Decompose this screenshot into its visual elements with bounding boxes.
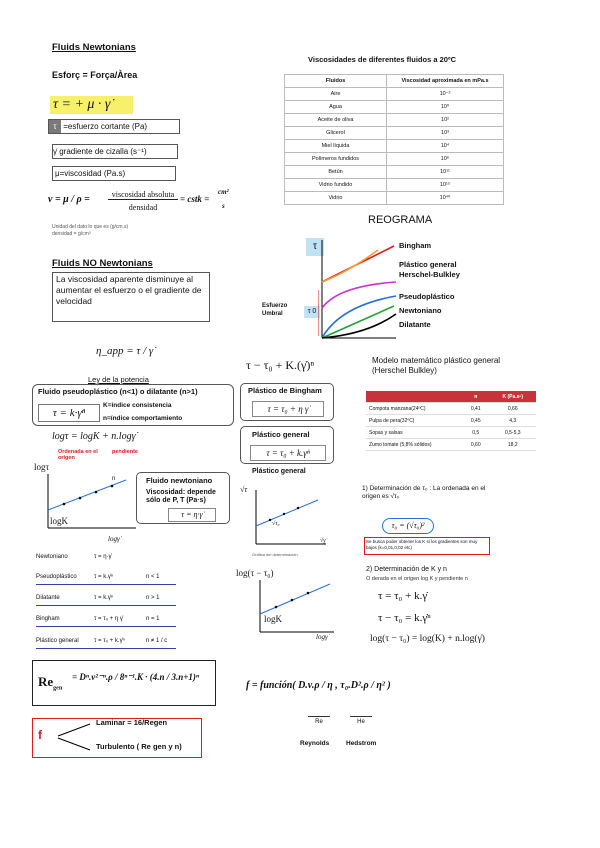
model-condition: n > 1 (146, 595, 160, 601)
units-note-1: Unidad del dato lo que es (g/cm.s) (52, 224, 129, 230)
sqrt-gamma-label: √γ̇ (320, 538, 326, 544)
log-plot-left-point (63, 503, 66, 506)
visc-value-cell: 10⁻² (387, 88, 504, 101)
model-name: Bingham (36, 616, 60, 622)
log-k-mid-label: logK (264, 614, 282, 624)
hb-product-cell: Zumo tomate (5,8% sólidos) (366, 439, 462, 451)
n-index-def: n=índice comportamiento (103, 415, 183, 422)
sqrt-plot-point (297, 507, 299, 509)
reograma-umbral: Umbral (262, 311, 283, 317)
visc-table-row (285, 88, 504, 101)
model-name: Pseudoplástico (36, 574, 77, 580)
visc-value-cell: 10¹¹ (387, 166, 504, 179)
step2-eq-c: log(τ − τ₀) = log(K) + n.log(γ̇) (370, 634, 485, 644)
hb-table-row (366, 439, 536, 451)
hb-k-cell: 4,3 (489, 415, 536, 427)
reograma-label-dilatant: Dilatante (399, 320, 431, 329)
nu-formula-rhs: = cstk = (180, 194, 210, 204)
re-symbol: Re (38, 674, 54, 689)
model-row (36, 572, 176, 585)
power-law-formula: τ = k·γ̇ⁿ (38, 404, 100, 422)
visc-fluid-cell: Aire (285, 88, 387, 101)
mu-definition-box: μ=viscosidad (Pa.s) (52, 166, 176, 181)
laminar-label: Laminar = 16/Regen (96, 718, 168, 727)
tau-symbol: τ (49, 120, 61, 133)
step2-eq-a: τ = τ₀ + k.γ̇ (378, 590, 428, 602)
model-condition: n = 1 (146, 616, 160, 622)
hb-table-row (366, 403, 536, 415)
nu-units-denominator: s (222, 202, 225, 210)
hb-product-cell: Compota manzana(24ºC) (366, 403, 462, 415)
tau-newton-formula: τ = + μ · γ̇ (50, 96, 133, 114)
model-equation: τ = η·γ̇ (94, 554, 112, 560)
log-plot-left-line (48, 480, 126, 510)
log-plot-mid-point (307, 592, 310, 595)
log-tau-axis-label: logτ (34, 462, 50, 472)
sqrt-plot-caption: Gráfica del determinación (252, 552, 298, 557)
log-k-label: logK (50, 516, 68, 526)
pendiente-label: pendiente (112, 449, 138, 455)
nu-units-numerator: cm² (218, 188, 229, 196)
step1-text: 1) Determinación de τ₀ : La ordenada en el origen es √τ₀ (362, 485, 486, 500)
visc-value-cell: 10⁶ (387, 153, 504, 166)
visc-value-cell: 10³ (387, 127, 504, 140)
model-equation: τ = k.γ̇ⁿ (94, 595, 114, 601)
hb-table-row (366, 427, 536, 439)
model-condition: n ≠ 1 / c (146, 638, 168, 644)
visc-fluid-cell: Agua (285, 101, 387, 114)
arrow-laminar (58, 724, 90, 736)
log-gamma-label: logγ̇ (108, 535, 120, 543)
sqrt-plot (248, 488, 328, 550)
nu-formula-lhs: ν = μ / ρ = (48, 194, 90, 205)
log-plot-left-point (111, 485, 114, 488)
units-note-2: densidad = g/cm³ (52, 231, 91, 237)
newtonian-equation: τ = η·γ̇ (168, 508, 216, 522)
log-plot-mid-line (260, 584, 330, 614)
model-equation: τ = τ₀ + k.γ̇ⁿ (94, 638, 125, 644)
hb-product-cell: Pulpa de pera(32ºC) (366, 415, 462, 427)
model-name: Plástico general (36, 638, 79, 644)
log-gamma-mid-label: logγ̇ (316, 633, 328, 641)
hb-n-cell: 0,60 (462, 439, 489, 451)
pseudoplastic-title: Fluido pseudoplástico (n<1) o dilatante (n>1) (38, 387, 198, 396)
visc-table-row (285, 153, 504, 166)
log-power-equation: logτ = logK + n.logγ̇ (52, 431, 136, 442)
visc-value-cell: 10² (387, 114, 504, 127)
hb-col-product (366, 391, 462, 403)
he-under-label: He (350, 716, 372, 725)
k-index-def: K=índice consistencia (103, 402, 172, 409)
re-under-label: Re (308, 716, 330, 725)
hb-table-header (366, 391, 536, 403)
sqrt-tau0-label: √τ₀ (272, 521, 280, 527)
visc-fluid-cell: Vidrio fundido (285, 179, 387, 192)
re-subscript: gen (53, 685, 63, 692)
reograma-label-pseudo: Pseudoplástico (399, 292, 455, 301)
hb-n-cell: 0,5 (462, 427, 489, 439)
step1-note: Se busca poder obtener los K si los gradientes son muy bajos (k=0,01,0,02 etc) (364, 537, 490, 555)
section-title-newtonians: Fluids Newtonians (52, 42, 136, 53)
model-name: Dilatante (36, 595, 60, 601)
step1-equation: τ₀ = (√τ₀)² (382, 518, 434, 534)
visc-table-row (285, 192, 504, 205)
hb-model-title: Modelo matemático plástico general (Herschel Bulkley) (372, 356, 501, 375)
nu-formula-denominator: densidad (128, 203, 158, 212)
model-row (36, 593, 176, 606)
ley-potencia: Ley de la potencia (88, 375, 149, 384)
tau-definition-box (48, 119, 180, 134)
visc-fluid-cell: Polímeros fundidos (285, 153, 387, 166)
hb-table-row (366, 415, 536, 427)
step2-subtitle: O derada en el origen log K y pendiente n (366, 576, 468, 582)
visc-fluid-cell: Glicerol (285, 127, 387, 140)
reynolds-label: Reynolds (300, 740, 330, 747)
tau-definition-text: =esfuerzo cortante (Pa) (63, 122, 148, 131)
curve-herschel (322, 282, 396, 308)
arrow-turbulent (58, 738, 90, 750)
esforc-definition: Esforç = Força/Àrea (52, 70, 138, 80)
regime-arrows (56, 720, 96, 754)
gamma-definition-text: gradiente de cizalla (s⁻¹) (59, 147, 147, 156)
apparent-viscosity-box: La viscosidad aparente disminuye al aumentar el esfuerzo o el gradiente de velocidad (52, 272, 210, 322)
model-condition: n < 1 (146, 574, 160, 580)
reograma-tau-label: τ (306, 238, 324, 256)
reograma-label-newtonian: Newtoniano (399, 306, 442, 315)
hb-k-cell: 0,5-5,3 (489, 427, 536, 439)
log-plot-mid-point (291, 599, 294, 602)
visc-value-cell: 10⁴⁰ (387, 192, 504, 205)
plastic-general-caption: Plástico general (252, 468, 306, 475)
visc-fluid-cell: Aceite de oliva (285, 114, 387, 127)
hb-n-cell: 0,41 (462, 403, 489, 415)
section-title-non-newtonians: Fluids NO Newtonians (52, 258, 153, 269)
friction-function: f = función( D.v.ρ / η , τ₀.D².ρ / η² ) (246, 680, 391, 691)
visc-table-row (285, 140, 504, 153)
hedstrom-label: Hedstrom (346, 740, 377, 747)
model-row (36, 552, 176, 564)
hb-k-cell: 0,66 (489, 403, 536, 415)
reograma-esfuerzo: Esfuerzo (262, 303, 288, 309)
curve-dilatant (322, 314, 396, 338)
plastic-general-equation: τ = τ₀ + k.γ̇ⁿ (250, 445, 326, 461)
visc-value-cell: 10⁰ (387, 101, 504, 114)
nu-formula-numerator: viscosidad absoluta (108, 190, 178, 200)
herschel-bulkley-equation: τ − τ₀ + K.(γ̇)ⁿ (246, 358, 315, 372)
re-gen-lhs (38, 674, 62, 692)
newtonian-desc: Viscosidad: depende sólo de P, T (Pa·s) (146, 489, 216, 504)
reograma-label-bingham: Bingham (399, 241, 432, 250)
hb-k-cell: 18,2 (489, 439, 536, 451)
step2-title: 2) Determinación de K y n (366, 566, 447, 573)
visc-fluid-cell: Betún (285, 166, 387, 179)
model-name: Newtoniano (36, 554, 68, 560)
sqrt-plot-point (283, 513, 285, 515)
reograma-plot (318, 238, 398, 344)
turbulent-label: Turbulento ( Re gen y n) (96, 742, 182, 751)
log-plot-left (40, 470, 140, 536)
reograma-title: REOGRAMA (368, 214, 433, 226)
sqrt-plot-point (269, 519, 271, 521)
visc-table-row (285, 114, 504, 127)
hb-col-k: K (Pa.sⁿ) (489, 391, 536, 403)
visc-col-value: Viscosidad aproximada en mPa.s (387, 75, 504, 88)
hb-table (366, 391, 536, 451)
re-gen-formula: = Dⁿ.v²⁻ⁿ.ρ / 8ⁿ⁻¹.K · (4.n / 3.n+1)ⁿ (72, 672, 200, 682)
eta-app-formula: η_app = τ / γ̇ (96, 345, 154, 357)
visc-table-row (285, 127, 504, 140)
reograma-tau0: τ 0 (304, 306, 320, 318)
hb-n-cell: 0,45 (462, 415, 489, 427)
log-plot-mid (252, 578, 338, 638)
log-plot-mid-point (275, 606, 278, 609)
step2-eq-b: τ − τ₀ = k.γ̇ⁿ (378, 612, 431, 624)
reograma-label-herschel: Herschel-Bulkley (399, 270, 460, 279)
visc-table-title: Viscosidades de diferentes fluidos a 20ºC (308, 55, 457, 64)
gamma-symbol: γ̇ (53, 147, 57, 156)
gamma-definition-box (52, 144, 178, 159)
visc-table-header (285, 75, 504, 88)
ordenada-label: Ordenada en el origen (58, 449, 98, 461)
model-row (36, 614, 176, 627)
newtonian-title: Fluido newtoniano (146, 476, 213, 485)
visc-col-fluid: Fluidos (285, 75, 387, 88)
visc-fluid-cell: Miel líquida (285, 140, 387, 153)
visc-value-cell: 10¹⁵ (387, 179, 504, 192)
reograma-label-plastic: Plástico general (399, 260, 457, 269)
log-plot-left-point (79, 497, 82, 500)
hb-product-cell: Sopas y salsas (366, 427, 462, 439)
visc-value-cell: 10⁴ (387, 140, 504, 153)
visc-table-row (285, 179, 504, 192)
model-equation: τ = τ₀ + η γ̇ (94, 616, 123, 622)
sqrt-plot-line (256, 500, 318, 526)
friction-f-letter: f (38, 728, 42, 742)
visc-table (284, 74, 504, 205)
hb-col-n: n (462, 391, 489, 403)
sqrt-tau-axis-label: √τ (240, 485, 248, 494)
visc-fluid-cell: Vidrio (285, 192, 387, 205)
model-row (36, 636, 176, 649)
log-plot-left-point (95, 491, 98, 494)
log-plot-n-mark: n (112, 476, 116, 482)
bingham-title: Plástico de Bingham (248, 386, 322, 395)
bingham-equation: τ = τ₀ + η γ̇ (252, 401, 324, 417)
visc-table-row (285, 166, 504, 179)
model-equation: τ = k.γ̇ⁿ (94, 574, 114, 580)
plastic-general-title: Plástico general (252, 430, 310, 439)
visc-table-row (285, 101, 504, 114)
log-tau-minus-label: log(τ − τ₀) (236, 568, 274, 578)
